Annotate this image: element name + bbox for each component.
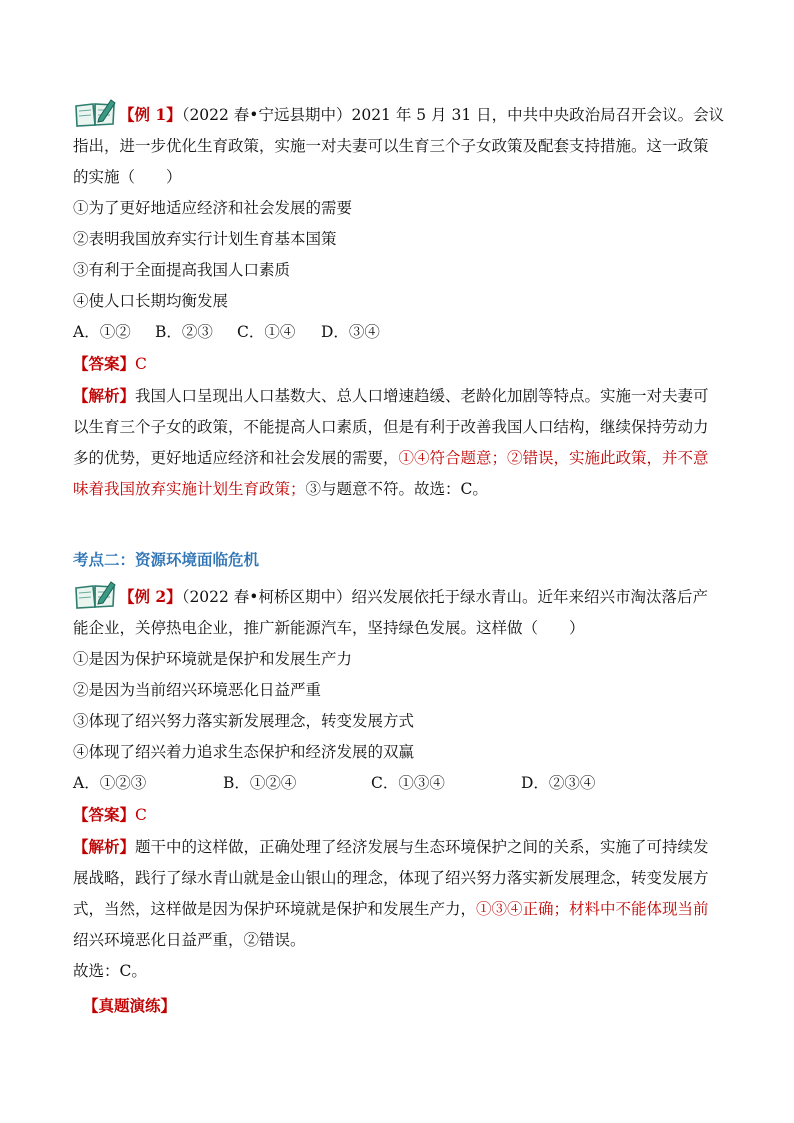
example-2-analysis-line5: 故选：C。	[73, 962, 147, 980]
example-2-source: （2022 春•柯桥区期中）	[181, 588, 352, 606]
example-2-item-3: ③体现了绍兴努力落实新发展理念，转变发展方式	[73, 712, 415, 730]
example-1-item-2: ②表明我国放弃实行计划生育基本国策	[73, 230, 337, 248]
option-d: D．③④	[321, 323, 380, 341]
example-2-options	[73, 768, 733, 799]
book-pencil-icon	[73, 98, 117, 128]
option-a: A．①②	[73, 323, 131, 341]
example-2-item-4: ④体现了绍兴着力追求生态保护和经济发展的双赢	[73, 743, 415, 761]
example-2-stem-line1: 【例 2】（2022 春•柯桥区期中）绍兴发展依托于绿水青山。近年来绍兴市淘汰落后产	[73, 580, 733, 613]
option-d: D．②③④	[521, 774, 596, 792]
example-2-item-1: ①是因为保护环境就是保护和发展生产力	[73, 650, 353, 668]
option-a: A．①②③	[73, 774, 147, 792]
option-c: C．①③④	[371, 774, 445, 792]
example-1-source: （2022 春•宁远县期中）	[181, 106, 352, 124]
example-1-stem-line1: 【例 1】（2022 春•宁远县期中）2021 年 5 月 31 日，中共中央政治局召开会议。会议	[73, 98, 733, 131]
example-2-analysis-line1: 【解析】题干中的这样做，正确处理了经济发展与生态环境保护之间的关系，实施了可持续发	[73, 837, 709, 856]
example-1-item-3: ③有利于全面提高我国人口素质	[73, 261, 291, 279]
example-1-answer: 【答案】C	[73, 354, 147, 373]
example-2-analysis-line2: 展战略，践行了绿水青山就是金山银山的理念，体现了绍兴努力落实新发展理念，转变发展方	[73, 869, 709, 887]
answer-value: C	[135, 355, 147, 373]
option-b: B．②③	[155, 323, 213, 341]
example-1-item-1: ①为了更好地适应经济和社会发展的需要	[73, 199, 353, 217]
example-2-stem-line2: 能企业，关停热电企业，推广新能源汽车，坚持绿色发展。这样做（ ）	[73, 619, 585, 637]
example-2-answer: 【答案】C	[73, 805, 147, 824]
answer-value: C	[135, 806, 147, 824]
example-1-analysis-line1: 【解析】我国人口呈现出人口基数大、总人口增速趋缓、老龄化加剧等特点。实施一对夫妻可	[73, 386, 709, 405]
example-1	[73, 98, 733, 505]
option-c: C．①④	[237, 323, 296, 341]
section-2-heading: 考点二：资源环境面临危机	[73, 550, 260, 569]
section-3-heading: 【真题演练】	[83, 996, 177, 1015]
book-pencil-icon	[73, 580, 117, 610]
example-1-stem-line2: 指出，进一步优化生育政策，实施一对夫妻可以生育三个子女政策及配套支持措施。这一政策	[73, 137, 709, 155]
example-1-stem-line3: 的实施（ ）	[73, 168, 182, 186]
example-2-analysis-line3: 式，当然，这样做是因为保护环境就是保护和发展生产力，①③④正确；材料中不能体现当前	[73, 900, 709, 918]
example-1-options	[73, 317, 733, 348]
example-1-analysis-line2: 以生育三个子女的政策，不能提高人口素质，但是有利于改善我国人口结构，继续保持劳动力	[73, 418, 709, 436]
option-b: B．①②④	[223, 774, 297, 792]
example-1-tag: 【例 1】	[119, 105, 182, 124]
example-2-analysis-line4: 绍兴环境恶化日益严重，②错误。	[73, 931, 306, 949]
example-2-tag: 【例 2】	[119, 587, 182, 606]
example-1-item-4: ④使人口长期均衡发展	[73, 292, 229, 310]
example-2-item-2: ②是因为当前绍兴环境恶化日益严重	[73, 681, 322, 699]
example-2	[73, 580, 733, 987]
example-1-analysis-line3: 多的优势，更好地适应经济和社会发展的需要，①④符合题意；②错误，实施此政策，并不意	[73, 449, 709, 467]
example-1-analysis-line4: 味着我国放弃实施计划生育政策；③与题意不符。故选：C。	[73, 480, 488, 498]
